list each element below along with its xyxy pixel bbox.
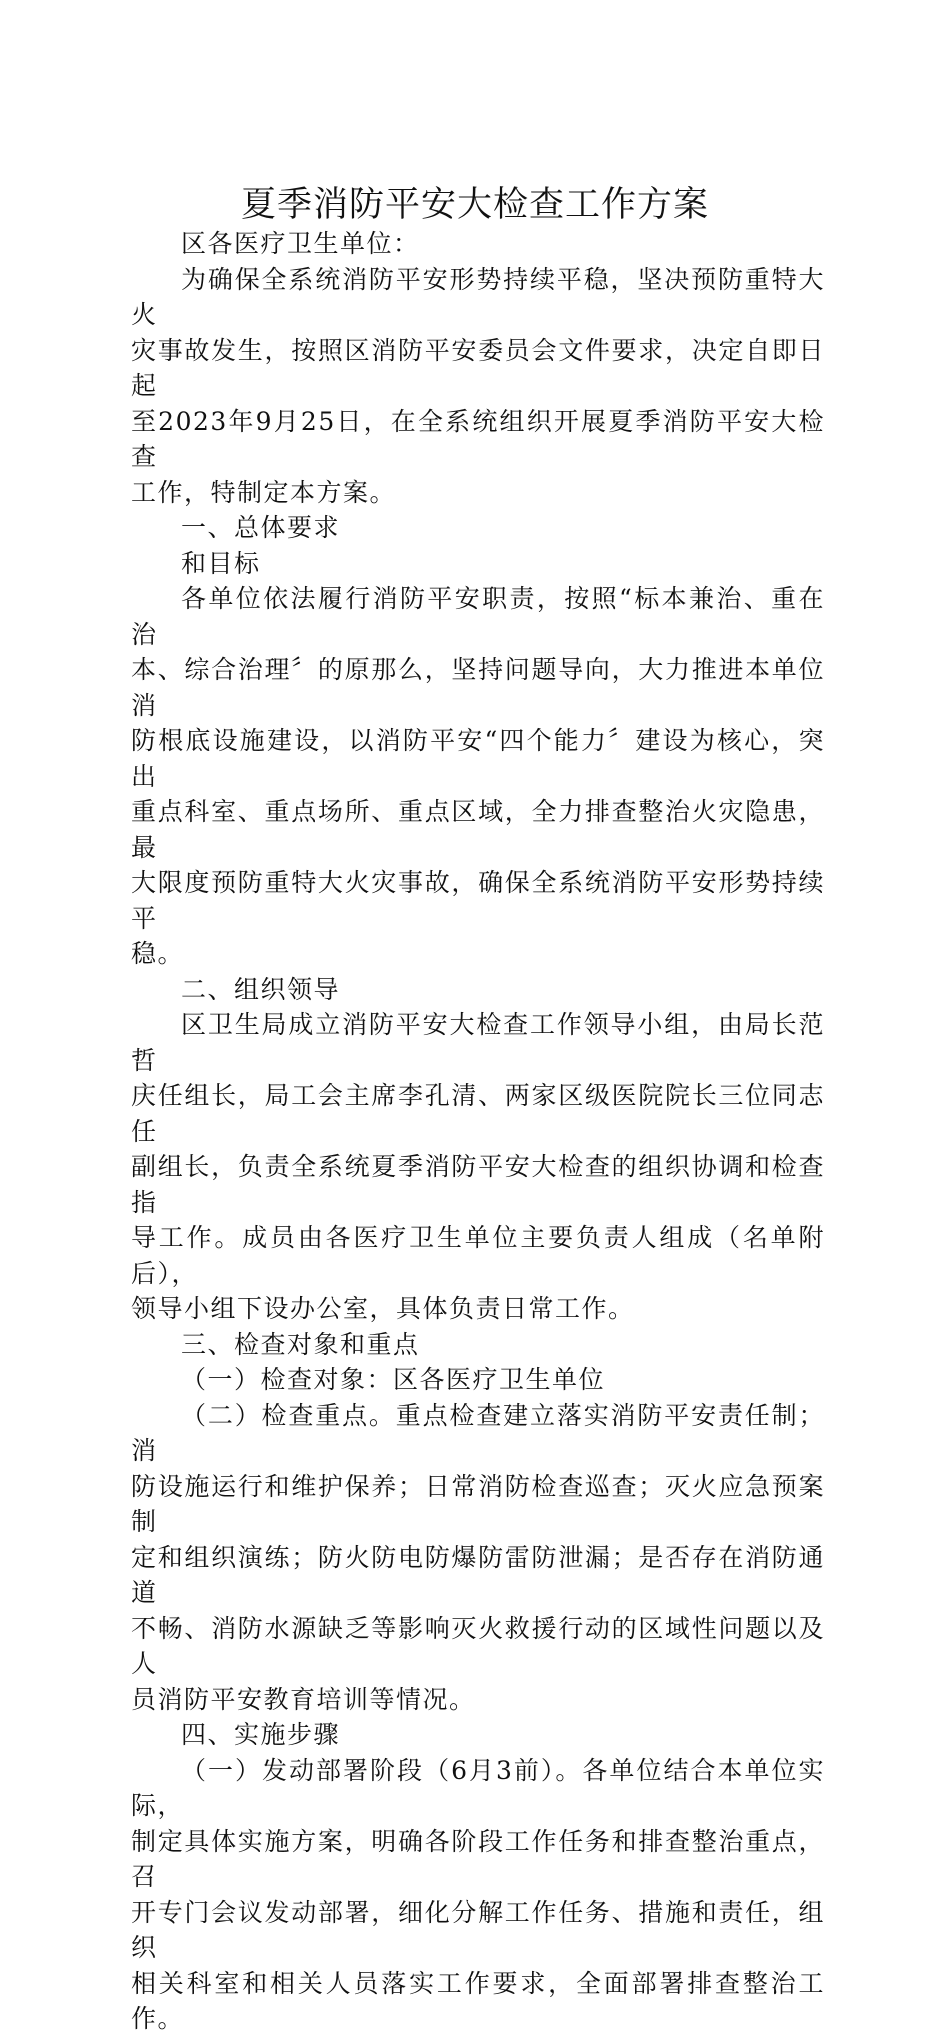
salutation: 区各医疗卫生单位： <box>181 229 420 258</box>
section-heading-3: 三、检查对象和重点 <box>181 1329 420 1359</box>
subsection-item: （二）检查重点。重点检查建立落实消防平安责任制；消 防设施运行和维护保养；日常消防检查巡查；灭火应急预案制 定和组织演练；防火防电防爆防雷防泄漏；是否存在消防通道 不畅、消防水源缺乏等影响灭火救援行动的区域性问题以及人 员消防平安教育培训等情况。 <box>131 1400 825 1714</box>
section-heading-1: 一、总体要求 <box>181 513 341 542</box>
subsection-item: （一）发动部署阶段（6月3前）。各单位结合本单位实际， 制定具体实施方案，明确各阶段工作任务和排查整治重点，召 开专门会议发动部署，细化分解工作任务、措施和责任，组织 相关科室和相关人员落实工作要求，全面部署排查整治工作。 <box>131 1755 825 2033</box>
document-body <box>131 226 825 2037</box>
section-heading-4: 四、实施步骤 <box>181 1720 341 1749</box>
body-paragraph: 各单位依法履行消防平安职责，按照“标本兼治、重在治 本、综合治理〞的原那么，坚持问题导向，大力推进本单位消 防根底设施建设，以消防平安“四个能力〞建设为核心，突出 重点科室、重点场所、重点区域，全力排查整治火灾隐患，最 大限度预防重特大火灾事故，确保全系统消防平安形势持续平 稳。 <box>131 584 825 968</box>
subsection-item: （一）检查对象：区各医疗卫生单位 <box>181 1365 606 1394</box>
section-heading-1-cont: 和目标 <box>181 548 261 578</box>
document-title: 夏季消防平安大检查工作方案 <box>240 185 709 225</box>
body-paragraph: 区卫生局成立消防平安大检查工作领导小组，由局长范哲 庆任组长，局工会主席李孔清、两家区级医院院长三位同志任 副组长，负责全系统夏季消防平安大检查的组织协调和检查指 导工作。成员由各医疗卫生单位主要负责人组成（名单附后）， 领导小组下设办公室，具体负责日常工作。 <box>131 1010 825 1323</box>
section-heading-2: 二、组织领导 <box>181 974 341 1004</box>
intro-paragraph: 为确保全系统消防平安形势持续平稳，坚决预防重特大火 灾事故发生，按照区消防平安委员会文件要求，决定自即日起 至2023年9月25日，在全系统组织开展夏季消防平安大检查 工作，特制定本方案。 <box>131 264 825 507</box>
